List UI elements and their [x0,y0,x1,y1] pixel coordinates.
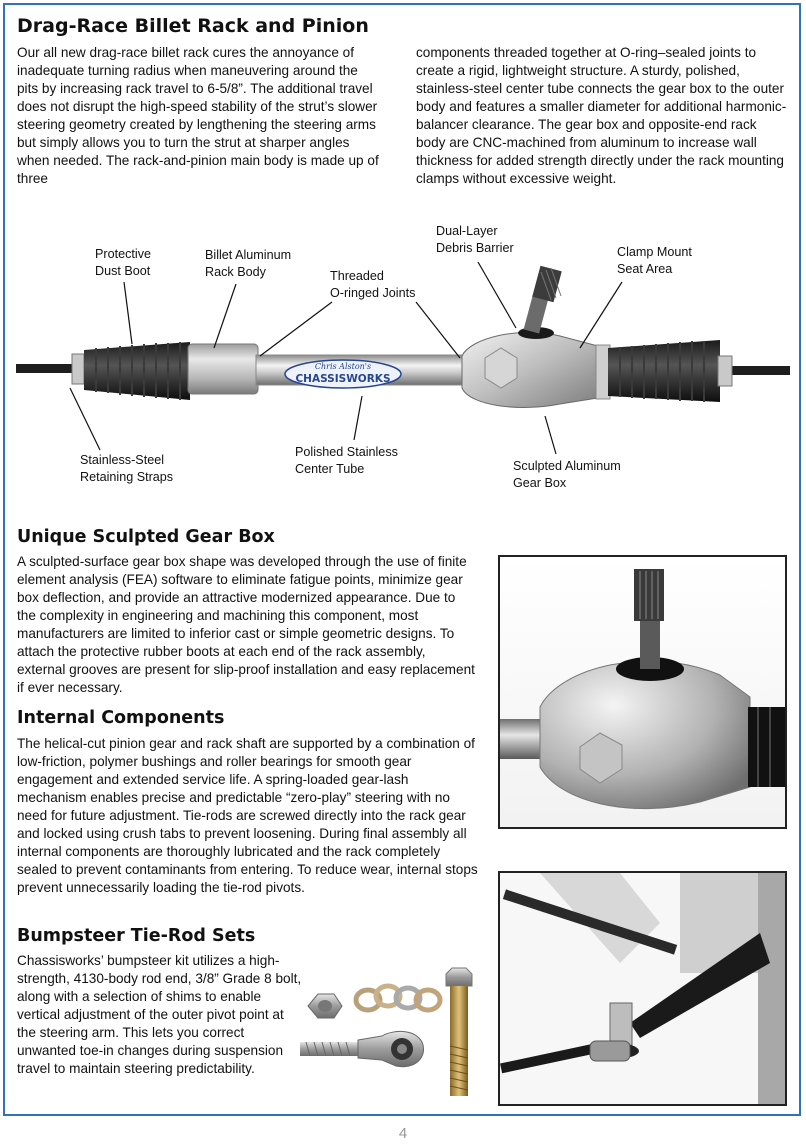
callout-center-tube: Polished Stainless Center Tube [295,445,398,476]
callout-gear-box: Sculpted Aluminum Gear Box [513,459,621,490]
bolt [446,968,472,1096]
section-title-internal-components: Internal Components [17,708,225,728]
intro-column-right: components threaded together at O-ring–sealed joints to create a rigid, lightweight structure. A sturdy, polished, stainless-steel center tube connects the gear box to the outer body and features a smaller diameter for additional harmonic-balancer clearance. The gear box and opposite-end rack body are CNC-machined from aluminum to increase wall thickness for added strength directly under the rack mounting clamps without excessive weight. [416,45,787,186]
callout-debris-barrier: Dual-Layer Debris Barrier [436,224,514,255]
chassisworks-logo [285,360,401,388]
logo-brand: CHASSISWORKS [295,373,391,385]
section-title-rack-pinion: Drag-Race Billet Rack and Pinion [17,15,369,37]
gear-box-photo [498,555,787,829]
callout-rack-body: Billet Aluminum Rack Body [205,248,292,279]
shims [356,986,440,1010]
right-dust-boot [608,340,732,402]
callout-threaded-joints: Threaded O-ringed Joints [330,269,416,300]
internal-components-body: The helical-cut pinion gear and rack shaft are supported by a combination of low-friction, polymer bushings and roller bearings for smooth gear engagement and extended service life. A spring-loaded gear-lash mechanism enables precise and predictable “zero-play” steering with no need for future adjustment. Tie-rods are screwed directly into the rack gear and locked using crush tabs to prevent loosening. During final assembly all internal components are thoroughly lubricated and the rack completely sealed to prevent contaminants from entering. To reduce wear, internal stops prevent unnecessarily loading the tie-rod pivots. [17,736,478,895]
pinion-shaft [518,266,562,339]
right-tie-rod [730,366,790,375]
section-title-gear-box: Unique Sculpted Gear Box [17,527,275,547]
gear-box [462,332,610,407]
callout-dust-boot: Protective Dust Boot [95,247,151,278]
bumpsteer-kit-image [296,966,496,1106]
callout-retaining-straps: Stainless-Steel Retaining Straps [80,453,174,484]
tie-rod-installed-photo [498,871,787,1106]
section-title-bumpsteer: Bumpsteer Tie-Rod Sets [17,926,256,946]
gear-box-body: A sculpted-surface gear box shape was developed through the use of finite element analysis (FEA) software to eliminate fatigue points, minimize gear box deflection, and provide an attractive modernized appearance. Due to the complexity in engineering and machining this component, most manufacturers are limited to inferior cast or simple geometric designs. To attach the protective rubber boots at each end of the rack assembly, external grooves are present for slip-proof installation and easy replacement if ever necessary. [17,554,475,695]
intro-column-left: Our all new drag-race billet rack cures the annoyance of inadequate turning radius when maneuvering around the pits by increasing rack travel to 6-5/8”. The additional travel does not disrupt the high-speed stability of the strut’s slower steering geometry created by lengthening the steering arms but simply allows you to turn the strut at sharper angles when needed. The rack-and-pinion main body is made up of three [17,45,379,186]
left-tie-rod [16,364,76,373]
bumpsteer-body: Chassisworks’ bumpsteer kit utilizes a high-strength, 4130-body rod end, 3/8” Grade 8 bolt, along with a selection of shims to enable vertical adjustment of the outer pivot point at the steering arm. This lets you correct unwanted toe-in changes during suspension travel to maintain steering predictability. [17,953,302,1076]
logo-script: Chris Alston's [314,362,372,371]
left-dust-boot [72,342,190,400]
billet-rack-body [188,344,258,394]
callout-clamp-mount: Clamp Mount Seat Area [617,245,692,276]
rod-end [300,1031,424,1066]
page-number: 4 [398,1125,408,1142]
